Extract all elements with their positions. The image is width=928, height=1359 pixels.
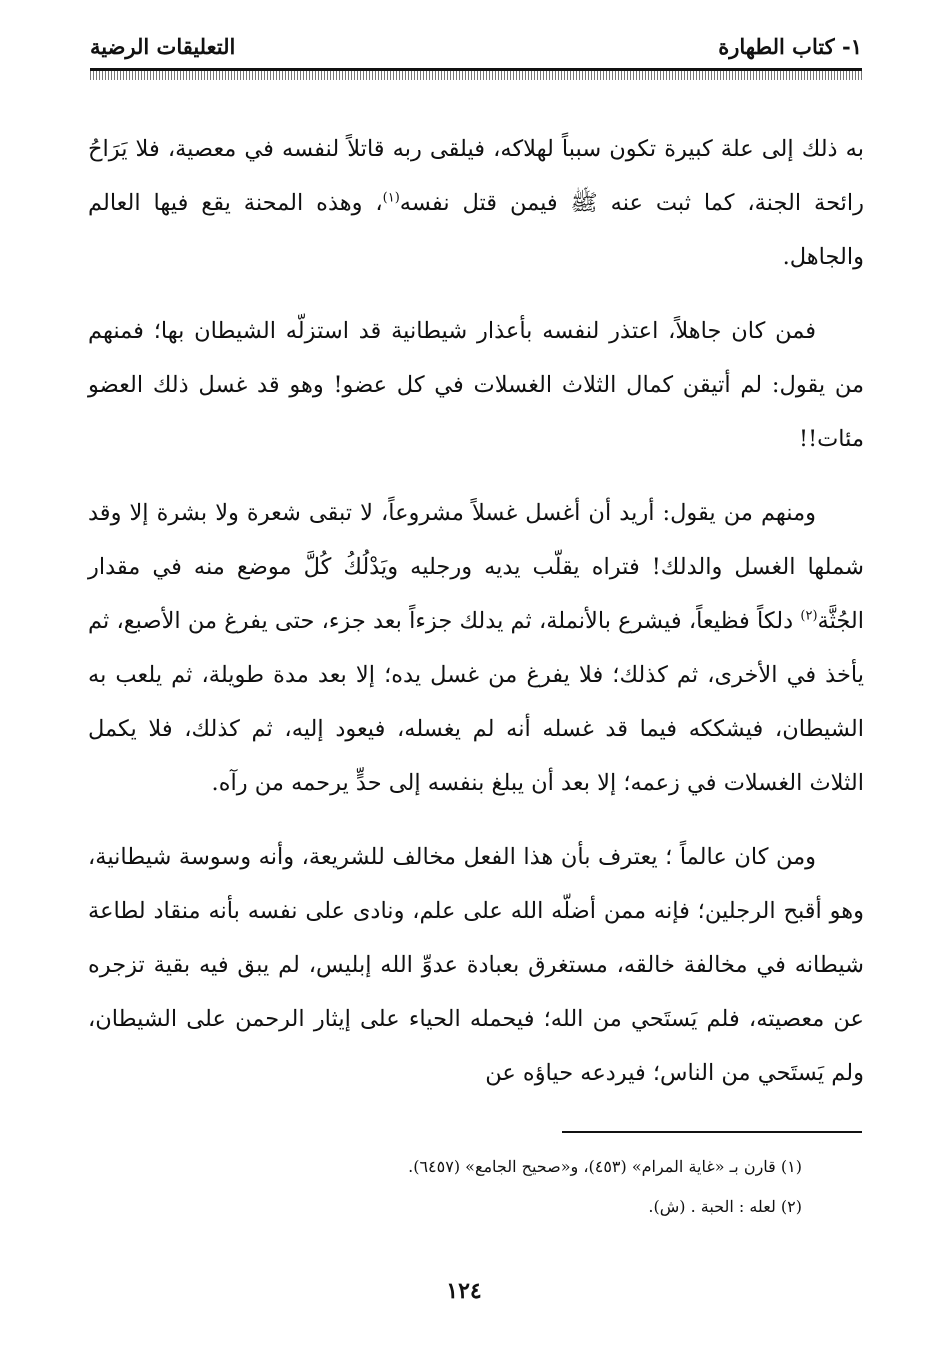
line: فمنهم من يقول: لم أتيقن كمال الثلاث الغسلات في كل عضو! وهو قد — [88, 318, 865, 398]
line: فيها العالم والجاهل. — [88, 190, 864, 270]
line: بشرة إلا وقد شملها الغسل والدلك! فتراه يقلّب يديه ورجليه ويَدْلُكُ كُلَّ — [88, 500, 864, 580]
header-rule — [90, 68, 862, 80]
page-number: ١٢٤ — [446, 1278, 482, 1304]
line: إيثار الرحمن على الشيطان، ولم يَستَحي من الناس؛ فيردعه حياؤه عن — [88, 1006, 864, 1086]
book-title: التعليقات الرضية — [90, 34, 236, 59]
footnote-marker-2: (٢) — [800, 608, 818, 624]
footnote-separator — [562, 1131, 862, 1133]
paragraph-3 — [88, 486, 864, 810]
line: موضع منه في مقدار الجُثَّة — [88, 554, 864, 634]
running-header — [90, 34, 862, 68]
line: أنه لم يغسله، فيعود إليه، ثم كذلك، فلا يكمل الثلاث الغسلات في زعمه؛ — [88, 716, 864, 796]
line: دلكاً فظيعاً، فيشرع بالأنملة، ثم يدلك جزءاً بعد — [372, 608, 801, 634]
body-text — [88, 122, 864, 1100]
line: فمن كان جاهلاً، اعتذر لنفسه بأعذار شيطانية قد استزلّه الشيطان بها؛ — [153, 318, 816, 344]
footnote-2: (٢) لعله : الحبة . (ش). — [648, 1197, 802, 1216]
paragraph-4 — [88, 830, 864, 1100]
footnote-marker-1: (١) — [382, 190, 400, 206]
line: ومن كان عالماً ؛ يعترف بأن هذا الفعل مخالف للشريعة، وأنه وسوسة — [178, 844, 816, 870]
footnote-1: (١) قارن بـ «غاية المرام» (٤٥٣)، و«صحيح الجامع» (٦٤٥٧). — [408, 1157, 802, 1176]
line: بأنه منقاد لطاعة شيطانه في مخالفة خالقه، مستغرق بعبادة عدوِّ الله إبليس، — [88, 898, 864, 978]
line: إلا بعد أن يبلغ بنفسه إلى حدٍّ يرحمه من رآه. — [211, 770, 617, 796]
line: غسل يده؛ إلا بعد مدة طويلة، ثم يلعب به الشيطان، فيشككه فيما قد غسله — [88, 662, 864, 742]
line: لم يبق فيه بقية تزجره عن معصيته، فلم يَستَحي من الله؛ فيحمله الحياء على — [88, 952, 864, 1032]
footnotes — [90, 1147, 802, 1227]
line: به ذلك إلى علة كبيرة تكون سبباً لهلاكه، فيلقى ربه قاتلاً لنفسه في معصية، — [167, 136, 864, 162]
line: شيطانية، وهو أقبح الرجلين؛ فإنه ممن أضلّه الله على علم، ونادى على نفسه — [88, 844, 864, 924]
line: غسل ذلك العضو مئات!! — [88, 372, 864, 452]
line: ، وهذه المحنة يقع — [201, 190, 383, 216]
paragraph-2 — [88, 304, 864, 466]
line: جزء، حتى يفرغ من الأصبع، ثم يأخذ في الأخرى، ثم كذلك؛ فلا يفرغ من — [88, 608, 865, 688]
chapter-title: ١- كتاب الطهارة — [718, 34, 862, 59]
paragraph-1 — [88, 122, 864, 284]
line: فلا يَرَاحُ رائحة الجنة، كما ثبت عنه ﷺ فيمن قتل نفسه — [88, 136, 864, 216]
line: ومنهم من يقول: أريد أن أغسل غسلاً مشروعاً، لا تبقى شعرة ولا — [215, 500, 816, 526]
